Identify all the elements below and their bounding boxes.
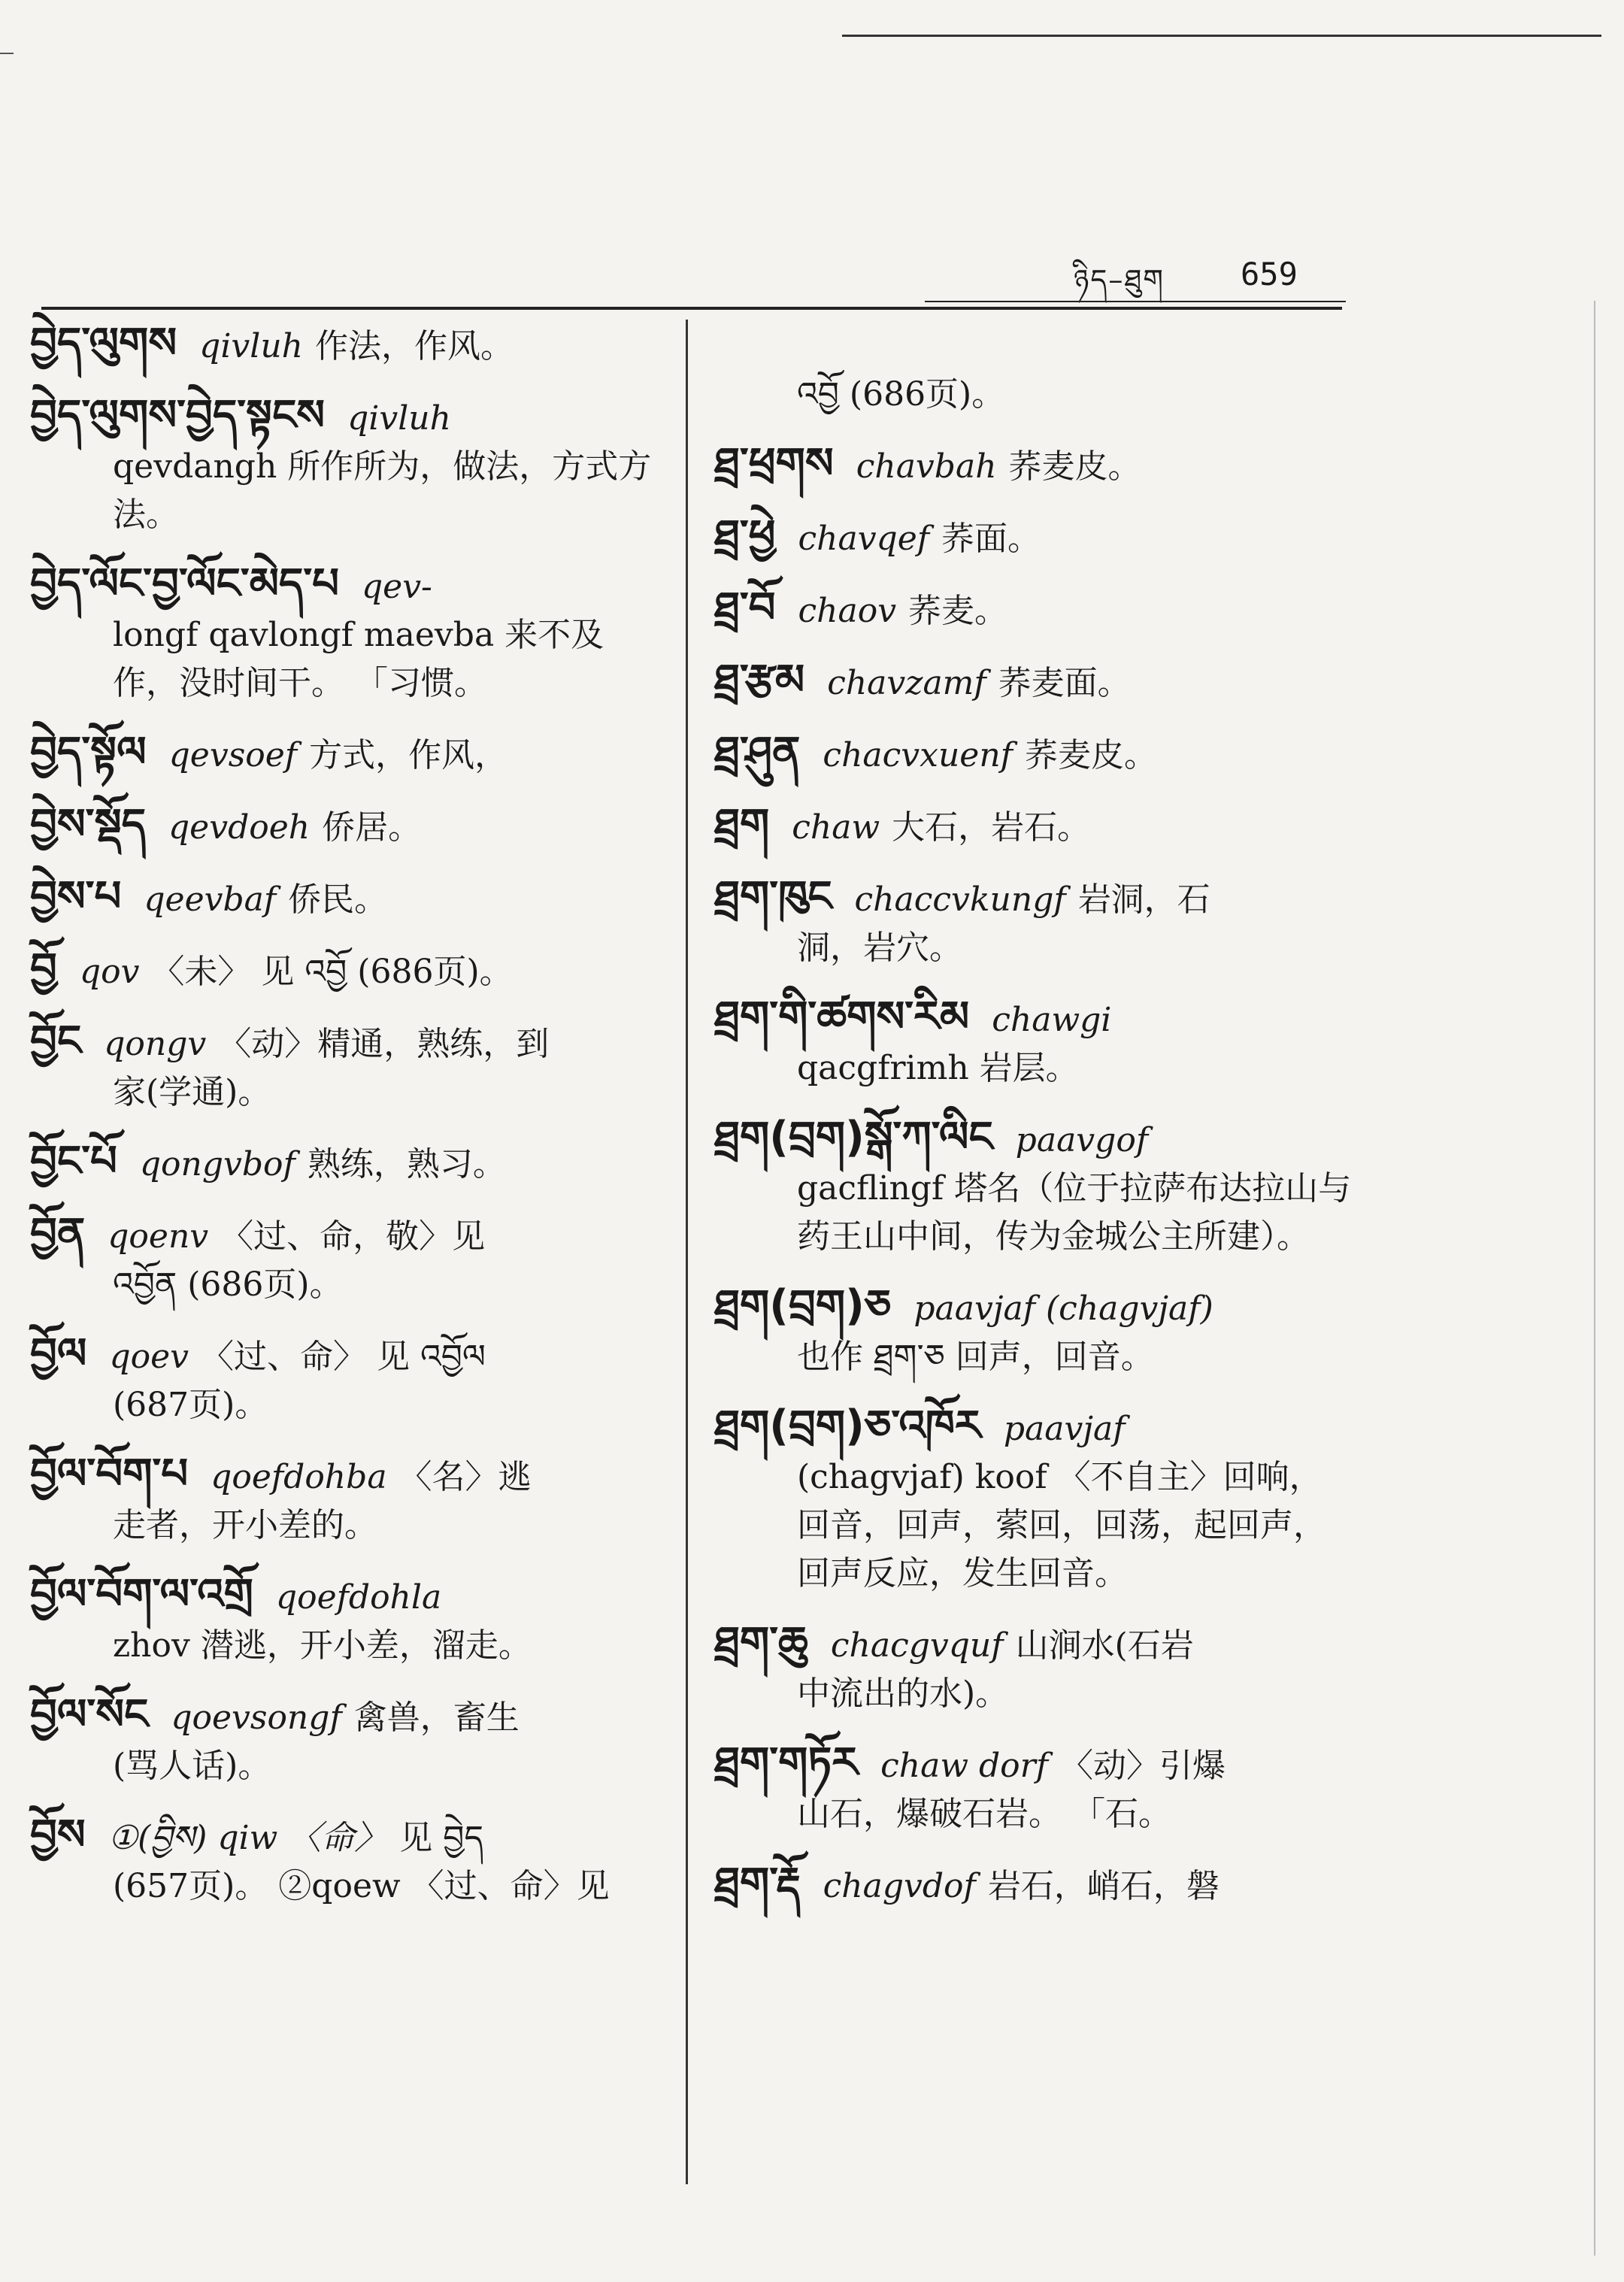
dictionary-entry [714,1114,1353,1261]
definition-continued: 也作 ཐྲག་ཅ 回声，回音。 [797,1338,1154,1376]
definition-continued: (687页)。 [113,1386,268,1424]
dictionary-entry [30,873,669,924]
romanization: qev- [361,568,432,606]
definition: 〈动〉引爆 [1059,1747,1226,1785]
dictionary-entry [714,801,1353,852]
dictionary-entry [30,1811,669,1911]
top-rule [842,35,1601,37]
right-column [714,320,1353,1932]
romanization: qoenv [108,1217,209,1256]
dictionary-entry [714,873,1353,972]
definition: 〈动〉精通，熟练，到 [218,1025,550,1063]
header-rule-short [925,301,1346,302]
dictionary-entry [30,1330,669,1429]
definition-continued: 洞，岩穴。 [797,929,962,967]
headword: བྱོལ་བོག་ལ་འགྲོ [30,1570,253,1619]
romanization: qoefdohla [275,1578,442,1617]
definition: 侨居。 [322,808,422,847]
definition: 〈名〉逃 [398,1458,532,1496]
left-column [30,320,669,1932]
definition: 侨民。 [288,880,388,919]
headword: བྱོན [30,1209,86,1258]
definition-continued: (657页)。 ②qoew 〈过、命〉见 [113,1867,610,1905]
romanization: qevdoeh [168,808,311,847]
dictionary-entry [714,1619,1353,1718]
definition-continued: 山石，爆破石岩。 「石。 [797,1795,1171,1833]
dictionary-entry [30,1450,669,1550]
headword: ཐྲག(བྲག)སྒོ་ཀ་ལིང [714,1113,993,1162]
romanization: qeevbaf [144,880,277,919]
romanization: qivluh [199,327,304,365]
romanization: chavbah [856,447,997,486]
headword: བྱོས [30,1811,86,1859]
definition: 方式，作风， [309,736,508,774]
romanization: chaw [792,808,880,847]
headword: བྱེད་སྟོལ [30,728,147,777]
headword: ཐྲ་ཕྲགས [714,439,834,488]
dictionary-entry [714,1739,1353,1838]
definition-continued: zhov 潜逃，开小差，溜走。 [113,1626,532,1665]
headword: བྱེད་ལུགས [30,319,177,368]
headword: ཐྲག [714,800,770,849]
dictionary-entry [30,1210,669,1309]
definition-continued: longf qavlongf maevba 来不及作，没时间干。 「习惯。 [113,616,604,702]
dictionary-entry [30,1017,669,1117]
headword: ཐྲག་ཁུང [714,872,832,921]
dictionary-entry [714,656,1353,708]
headword: བྱོང [30,1017,82,1065]
romanization: chaov [798,592,897,630]
romanization: qoevsongf [171,1699,342,1737]
headword: བྱེད་ལུགས་བྱེད་སྟངས [30,391,326,440]
headword: བྱེད་ལོང་བྱ་ལོང་མེད་པ [30,559,339,608]
dictionary-entry [30,729,669,780]
romanization: chacvxuenf [823,736,1013,774]
dictionary-entry [714,440,1353,491]
headword: ཐྲག(བྲག)ཅ་འཁོར [714,1402,981,1450]
headword: ཐྲ་རྩམ [714,656,805,705]
header-rule [41,307,1342,310]
dictionary-entry [714,993,1353,1093]
headword: ཐྲག་ཆུ [714,1618,808,1667]
headword: བྱེས་པ [30,872,122,921]
dictionary-entry [714,729,1353,780]
romanization: qoev [109,1338,189,1376]
romanization: chavqef [798,520,930,558]
romanization: qoefdohba [211,1458,387,1496]
headword: བྱོ [30,944,57,993]
headword: བྱེས་སྡོད [30,800,146,849]
dictionary-entry [714,1282,1353,1381]
dictionary-entry [30,1691,669,1790]
definition: 熟练，熟习。 [307,1145,506,1183]
definition-continued: 走者，开小差的。 [113,1506,377,1544]
definition: 大石，岩石。 [892,808,1091,847]
romanization: chagvdof [823,1867,976,1905]
dictionary-entry [714,1859,1353,1911]
definition: 岩石，峭石，磐 [987,1867,1220,1905]
headword: ཐྲ་བོ [714,583,776,632]
romanization: qevsoef [168,736,298,774]
definition: 荞面。 [941,520,1041,558]
headword: ཐྲག་གི་ཚགས་རིམ [714,993,970,1041]
definition: 荞麦面。 [998,664,1131,702]
dictionary-entry [30,945,669,996]
romanization: chavzamf [827,664,986,702]
definition-continued: (骂人话)。 [113,1747,271,1785]
definition-continued: 中流出的水)。 [797,1674,1009,1713]
definition-continued: gacflingf 塔名（位于拉萨布达拉山与药王山中间，传为金城公主所建）。 [797,1169,1352,1256]
definition: 禽兽，畜生 [353,1699,520,1737]
definition: 〈过、命，敬〉见 [220,1217,486,1256]
romanization: chaw dorf [880,1747,1048,1785]
definition: 山涧水(石岩 [1015,1626,1194,1665]
definition-continued: (chagvjaf) koof 〈不自主〉回响，回音，回声，萦回，回荡，起回声，回声反应，发生回音。 [797,1458,1326,1593]
definition: 作法，作风。 [315,327,514,365]
headword: བྱོལ [30,1329,87,1378]
dictionary-entry [714,1402,1353,1598]
running-head: ཉིད–ཐུག [1074,263,1165,296]
headword: བྱོལ་སོང [30,1690,149,1739]
edge-mark [0,53,14,54]
romanization: chawgi [992,1001,1112,1039]
romanization: qongvbof [139,1145,295,1183]
definition-continued: འབྱོ (686页)。 [797,375,1005,414]
dictionary-entry [30,1571,669,1670]
romanization: qivluh [347,399,451,438]
definition: 〈未〉 见 འབྱོ (686页)。 [151,953,513,991]
romanization: chacgvquf [830,1626,1004,1665]
headword: ཐྲག(བྲག)ཅ [714,1281,892,1330]
romanization: qongv [104,1025,207,1063]
dictionary-entry [714,512,1353,563]
definition-continued: 家(学通)。 [113,1073,271,1111]
headword: ཐྲ་ཕྱེ [714,511,776,560]
romanization: paavgof [1015,1121,1149,1159]
dictionary-entry [714,320,1353,419]
definition: 荞麦皮。 [1024,736,1157,774]
headword: ཐྲ་ཤུན [714,728,801,777]
definition: 岩洞，石 [1077,880,1210,919]
romanization: qov [79,953,140,991]
romanization: ①(བྱིས) qiw 〈命〉 [108,1819,388,1857]
dictionary-entry [30,320,669,371]
page-number: 659 [1241,256,1298,292]
dictionary-entry [30,392,669,539]
headword: བྱོང་པོ [30,1137,117,1186]
definition-continued: qevdangh 所作所为，做法，方式方法。 [113,447,652,534]
definition: 见 བྱེད [399,1819,483,1857]
definition: 〈过、命〉 见 འབྱོལ [201,1338,486,1376]
romanization: paavjaf [1003,1410,1126,1448]
romanization: chaccvkungf [854,880,1066,919]
dictionary-entry [714,584,1353,635]
romanization: paavjaf (chagvjaf) [914,1289,1213,1328]
definition-continued: qacgfrimh 岩层。 [797,1049,1079,1087]
dictionary-entry [30,801,669,852]
page-edge [1594,301,1595,2256]
definition-continued: འབྱོན (686页)。 [113,1265,343,1304]
column-divider [686,320,688,2184]
dictionary-entry [30,1138,669,1189]
definition: 荞麦。 [908,592,1008,630]
definition: 荞麦皮。 [1008,447,1141,486]
dictionary-entry [30,560,669,708]
headword: ཐྲག་རྡོ [714,1859,801,1908]
headword: ཐྲག་གཏོར [714,1738,859,1787]
headword: བྱོལ་བོག་པ [30,1450,189,1499]
